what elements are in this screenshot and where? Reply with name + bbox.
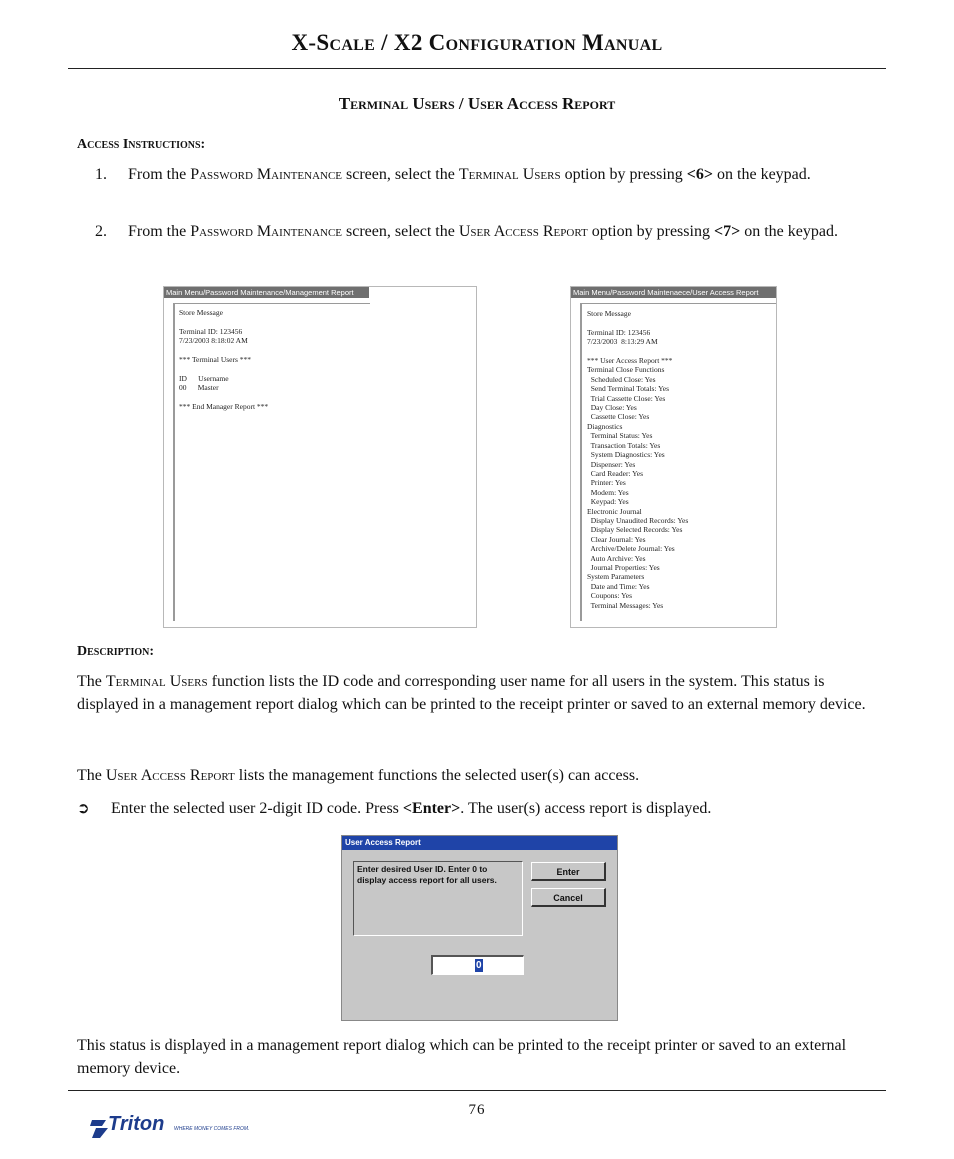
cancel-button[interactable]: Cancel (531, 888, 606, 907)
report-panel (580, 303, 776, 621)
header-rule (68, 68, 886, 69)
page-number: 76 (468, 1102, 486, 1118)
user-id-value: 0 (476, 960, 482, 971)
terminal-users-screenshot (163, 286, 477, 628)
enter-button[interactable]: Enter (531, 862, 606, 881)
step-number: 2. (95, 223, 107, 240)
step-2 (95, 221, 890, 267)
instruction-text: Enter the selected user 2-digit ID code. Press <Enter>. The user(s) access report is displayed. (111, 800, 712, 817)
user-access-report-screenshot (570, 286, 777, 628)
section-title: Terminal Users / User Access Report (338, 94, 616, 113)
description-paragraph-2: The User Access Report lists the management functions the selected user(s) can access. (77, 767, 640, 784)
screenshot-title-bar: Main Menu/Password Maintenance/Management Report (164, 287, 369, 298)
dialog-message: Enter desired User ID. Enter 0 to display access report for all users. (353, 861, 523, 936)
user-access-report-dialog (341, 835, 618, 1021)
report-panel (173, 303, 370, 621)
triton-logo (88, 1113, 258, 1143)
step-text: From the Password Maintenance screen, select the User Access Report option by pressing <7> on the keypad. (128, 223, 838, 240)
step-number: 1. (95, 166, 107, 183)
logo-wordmark: Triton (108, 1113, 165, 1135)
step-text: From the Password Maintenance screen, select the Terminal Users option by pressing <6> on the keypad. (128, 166, 811, 183)
report-text: Store Message Terminal ID: 123456 7/23/2003 8:18:02 AM *** Terminal Users *** ID Username 00 Master *** End Manager Report *** (179, 308, 269, 412)
page-header-title: X-Scale / X2 Configuration Manual (291, 30, 663, 55)
dialog-title-bar: User Access Report (342, 836, 617, 850)
screenshot-title-bar: Main Menu/Password Maintenaece/User Access Report (571, 287, 776, 298)
description-paragraph-1: The Terminal Users function lists the ID code and corresponding user name for all users in the system. This status is displayed in a management report dialog which can be printed to the receipt printer or saved to an external memory device. (77, 673, 866, 713)
description-heading: Description: (77, 644, 155, 659)
access-instructions-heading: Access Instructions: (77, 137, 206, 152)
report-text: Store Message Terminal ID: 123456 7/23/2003 8:13:29 AM *** User Access Report *** Terminal Close Functions Scheduled Close: Yes Send Terminal Totals: Yes Trial Cassette Close: Yes Day Close: Yes Cassette Close: Yes Diagnostics Terminal Status: Yes Transaction Totals: Yes System Diagnostics: Yes Dispenser: Yes Card Reader: Yes Printer: Yes Modem: Yes Keypad: Yes Electronic Journal Display Unaudited Records: Yes Display Selected Records: Yes Clear Journal: Yes Archive/Delete Journal: Yes Auto Archive: Yes Journal Properties: Yes System Parameters Date and Time: Yes Coupons: Yes Terminal Messages: Yes (587, 309, 689, 610)
logo-tagline: WHERE MONEY COMES FROM. (174, 1126, 250, 1132)
arrow-bullet-icon: ➲ (77, 799, 90, 817)
user-id-input[interactable] (431, 955, 524, 975)
footer-rule (68, 1090, 886, 1091)
description-paragraph-3: This status is displayed in a management report dialog which can be printed to the receipt printer or saved to an external memory device. (77, 1037, 847, 1077)
step-1 (95, 164, 890, 210)
